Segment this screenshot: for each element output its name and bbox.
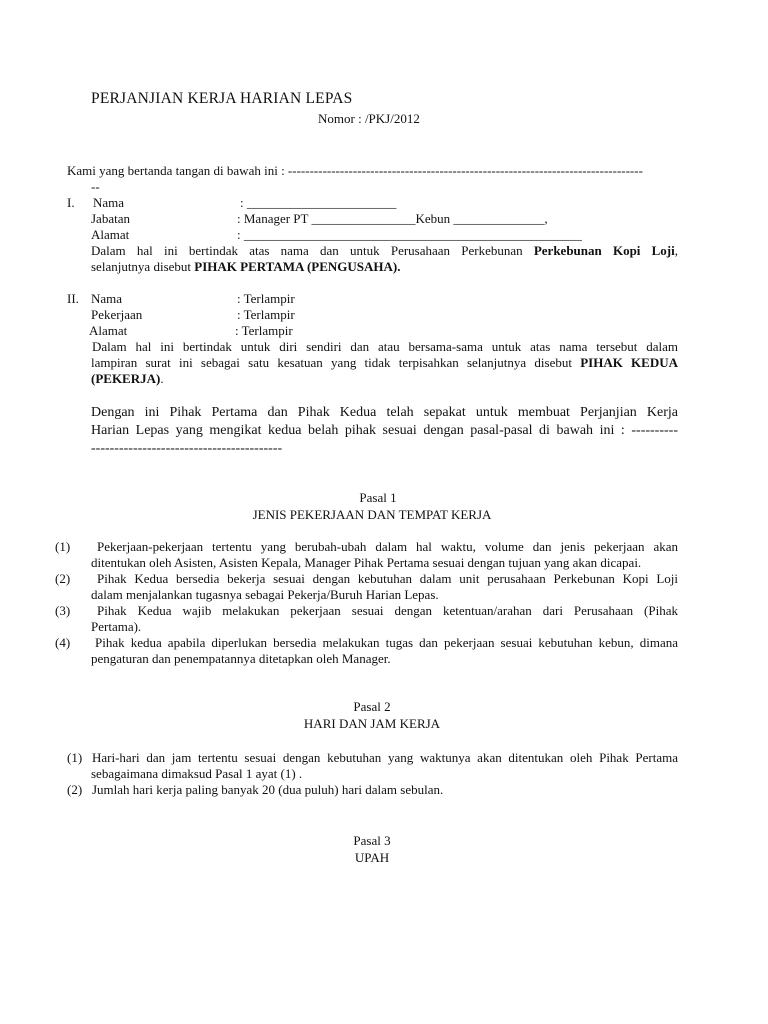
pasal1-item2-line2: dalam menjalankan tugasnya sebagai Pekerja/Buruh Harian Lepas. bbox=[91, 587, 439, 602]
pasal1-item4-number: (4) bbox=[55, 635, 71, 650]
pasal1-item3-number: (3) bbox=[55, 603, 71, 618]
party2-desc-period: . bbox=[160, 371, 164, 386]
agreement-line3: ----------------------------------------- bbox=[91, 441, 283, 456]
pasal1-label: Pasal 1 bbox=[359, 490, 397, 505]
pasal1-item2-line1: Pihak Kedua bersedia bekerja sesuai dengan kebutuhan dalam unit perusahaan Perkebunan Kopi Loji bbox=[97, 571, 678, 586]
party1-company-name: Perkebunan Kopi Loji bbox=[533, 243, 675, 258]
party1-nama-value: : _______________________ bbox=[240, 195, 397, 210]
pasal1-item3-line2: Pertama). bbox=[91, 619, 142, 634]
party1-jabatan-value: : Manager PT ________________Kebun ______________, bbox=[237, 211, 548, 226]
pasal2-heading: HARI DAN JAM KERJA bbox=[303, 716, 441, 731]
party2-alamat-label: Alamat bbox=[89, 323, 128, 338]
pasal2-item2-line1: Jumlah hari kerja paling banyak 20 (dua puluh) hari dalam sebulan. bbox=[92, 782, 444, 797]
party2-number: II. bbox=[67, 291, 79, 306]
agreement-line1: Dengan ini Pihak Pertama dan Pihak Kedua telah sepakat untuk membuat Perjanjian Kerja bbox=[91, 405, 678, 420]
pasal2-item1-line2: sebagaimana dimaksud Pasal 1 ayat (1) . bbox=[91, 766, 303, 781]
party1-description-line1 bbox=[91, 243, 678, 259]
pasal2-item1-line1: Hari-hari dan jam tertentu sesuai dengan kebutuhan yang waktunya akan ditentukan oleh Pihak Pertama bbox=[92, 750, 678, 765]
pasal2-item2-number: (2) bbox=[67, 782, 83, 797]
document-number: Nomor : /PKJ/2012 bbox=[318, 111, 420, 126]
pasal1-item4-line1: Pihak kedua apabila diperlukan bersedia melakukan tugas dan pekerjaan sesuai kebutuhan kebun, dimana bbox=[95, 635, 678, 650]
document-title: PERJANJIAN KERJA HARIAN LEPAS bbox=[91, 90, 353, 107]
pasal3-label: Pasal 3 bbox=[353, 833, 391, 848]
pasal1-item1-line1: Pekerjaan-pekerjaan tertentu yang berubah-ubah dalam hal waktu, volume dan jenis pekerjaan akan bbox=[97, 539, 678, 554]
party2-nama-label: Nama bbox=[91, 291, 123, 306]
party1-alamat-label: Alamat bbox=[91, 227, 130, 242]
pasal1-item2-number: (2) bbox=[55, 571, 71, 586]
party2-nama-value: : Terlampir bbox=[237, 291, 295, 306]
pasal1-item3-line1: Pihak Kedua wajib melakukan pekerjaan sesuai dengan ketentuan/arahan dari Perusahaan (Pihak bbox=[97, 603, 678, 618]
party1-nama-label: Nama bbox=[93, 195, 125, 210]
party1-desc-text: Dalam hal ini bertindak atas nama dan untuk Perusahaan Perkebunan bbox=[91, 243, 523, 258]
pasal2-item1-number: (1) bbox=[67, 750, 83, 765]
intro-line: Kami yang bertanda tangan di bawah ini : ---------------------------------------------------------------------------------- bbox=[67, 163, 643, 178]
party1-number: I. bbox=[67, 195, 75, 210]
party2-pekerjaan-value: : Terlampir bbox=[237, 307, 295, 322]
party1-desc-text2: selanjutnya disebut bbox=[91, 259, 192, 274]
pasal1-heading: JENIS PEKERJAAN DAN TEMPAT KERJA bbox=[252, 507, 492, 522]
pasal1-item1-line2: ditentukan oleh Asisten, Asisten Kepala, Manager Pihak Pertama sesuai dengan tujuan yang akan dicapai. bbox=[91, 555, 642, 570]
party2-description-line2 bbox=[91, 355, 678, 371]
party2-role: PIHAK KEDUA bbox=[580, 355, 679, 370]
party1-alamat-value: : ____________________________________________________ bbox=[237, 227, 582, 242]
pasal2-label: Pasal 2 bbox=[353, 699, 391, 714]
pasal1-item4-line2: pengaturan dan penempatannya ditetapkan oleh Manager. bbox=[91, 651, 391, 666]
agreement-line2: Harian Lepas yang mengikat kedua belah pihak sesuai dengan pasal-pasal di bawah ini : ---------- bbox=[91, 423, 678, 438]
party1-desc-comma: , bbox=[674, 243, 678, 258]
party1-description-line2 bbox=[91, 259, 400, 275]
party2-alamat-value: : Terlampir bbox=[235, 323, 293, 338]
party2-desc-text: lampiran surat ini sebagai satu kesatuan yang tidak terpisahkan selanjutnya disebut bbox=[91, 355, 572, 370]
party1-jabatan-label: Jabatan bbox=[91, 211, 130, 226]
party2-pekerjaan-label: Pekerjaan bbox=[91, 307, 143, 322]
pasal3-heading: UPAH bbox=[354, 850, 390, 865]
party1-role: PIHAK PERTAMA (PENGUSAHA). bbox=[194, 259, 401, 274]
intro-line-tail: -- bbox=[91, 179, 100, 194]
pasal1-item1-number: (1) bbox=[55, 539, 71, 554]
party2-description-line1: Dalam hal ini bertindak untuk diri sendiri dan atau bersama-sama untuk atas nama tersebut dalam bbox=[92, 339, 678, 354]
party2-role-sub: (PEKERJA) bbox=[91, 371, 161, 386]
party2-description-line3 bbox=[91, 371, 164, 387]
